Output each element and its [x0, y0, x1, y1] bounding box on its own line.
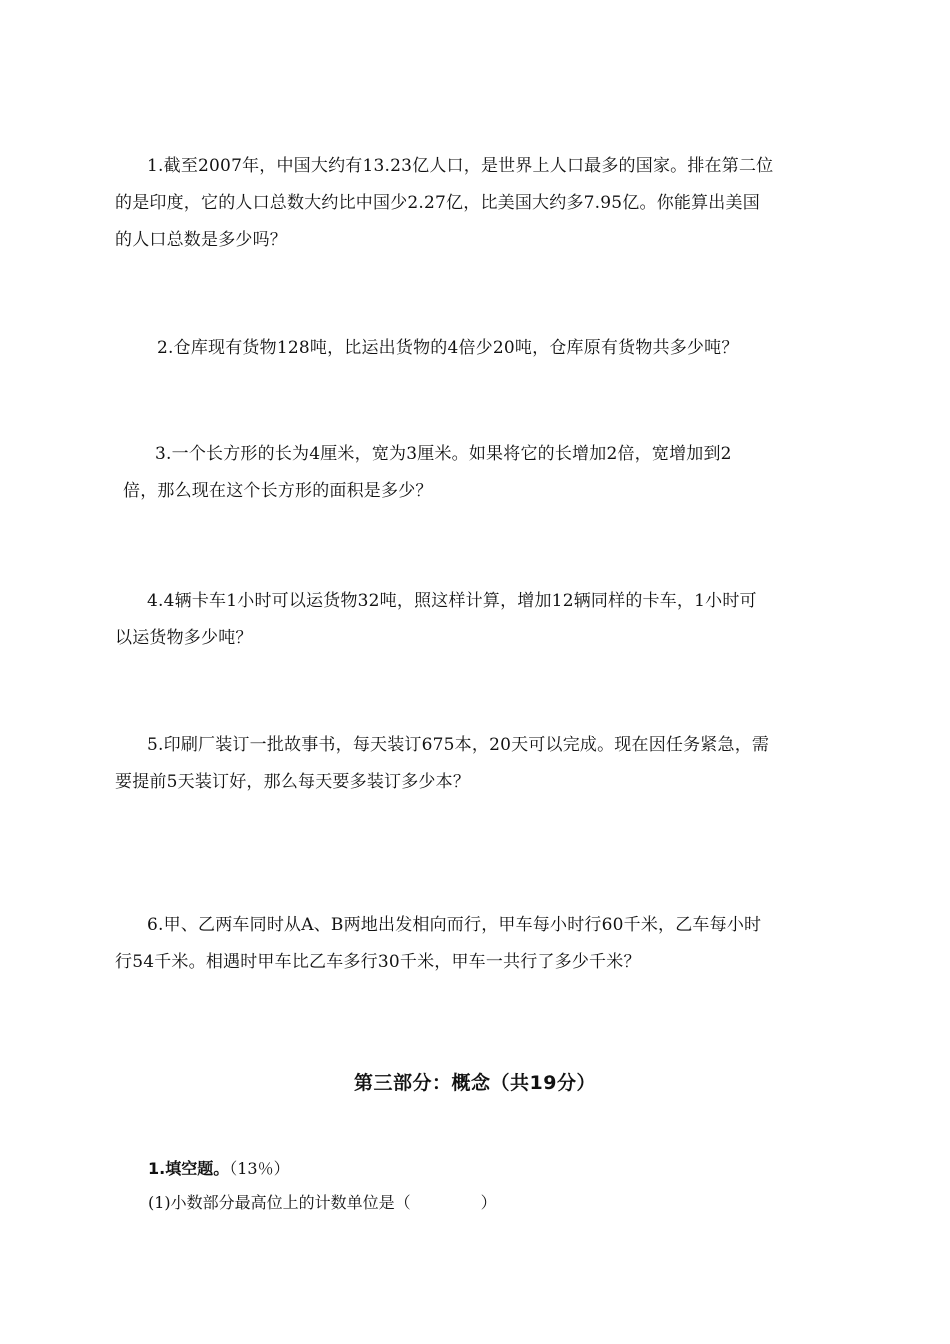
problem-5 — [115, 727, 855, 801]
problem-3 — [115, 436, 855, 510]
problem-4 — [115, 583, 855, 657]
problem-1-line-3: 的人口总数是多少吗？ — [115, 230, 287, 250]
problem-1-line-1: 1.截至2007年，中国大约有13.23亿人口，是世界上人口最多的国家。排在第二位 — [147, 156, 774, 176]
fill-blank-heading — [148, 1156, 290, 1179]
problem-5-line-2: 要提前5天装订好，那么每天要多装订多少本？ — [115, 772, 471, 792]
fill-blank-item-1 — [148, 1190, 497, 1213]
problem-2-line-1: 2.仓库现有货物128吨，比运出货物的4倍少20吨，仓库原有货物共多少吨？ — [157, 338, 739, 358]
problem-6 — [115, 907, 855, 981]
problem-1-line-2: 的是印度，它的人口总数大约比中国少2.27亿，比美国大约多7.95亿。你能算出美国 — [115, 193, 760, 213]
problem-3-line-2: 倍，那么现在这个长方形的面积是多少？ — [123, 481, 433, 501]
fill-blank-item-1-text: (1)小数部分最高位上的计数单位是（ — [148, 1193, 411, 1212]
problem-2 — [115, 330, 855, 367]
fill-blank-heading-label: 1.填空题。 — [148, 1159, 230, 1178]
problem-3-line-1: 3.一个长方形的长为4厘米，宽为3厘米。如果将它的长增加2倍，宽增加到2 — [155, 444, 732, 464]
problem-6-line-2: 行54千米。相遇时甲车比乙车多行30千米，甲车一共行了多少千米？ — [115, 952, 641, 972]
problem-4-line-1: 4.4辆卡车1小时可以运货物32吨，照这样计算，增加12辆同样的卡车，1小时可 — [147, 591, 757, 611]
problem-5-line-1: 5.印刷厂装订一批故事书，每天装订675本，20天可以完成。现在因任务紧急，需 — [147, 735, 770, 755]
problem-4-line-2: 以运货物多少吨？ — [115, 628, 253, 648]
section-title: 第三部分：概念（共19分） — [354, 1072, 596, 1094]
problem-1 — [115, 148, 855, 259]
fill-blank-score: （13％） — [229, 1159, 290, 1178]
problem-6-line-1: 6.甲、乙两车同时从A、B两地出发相向而行，甲车每小时行60千米，乙车每小时 — [147, 915, 762, 935]
fill-blank-item-1-close: ） — [480, 1193, 497, 1212]
